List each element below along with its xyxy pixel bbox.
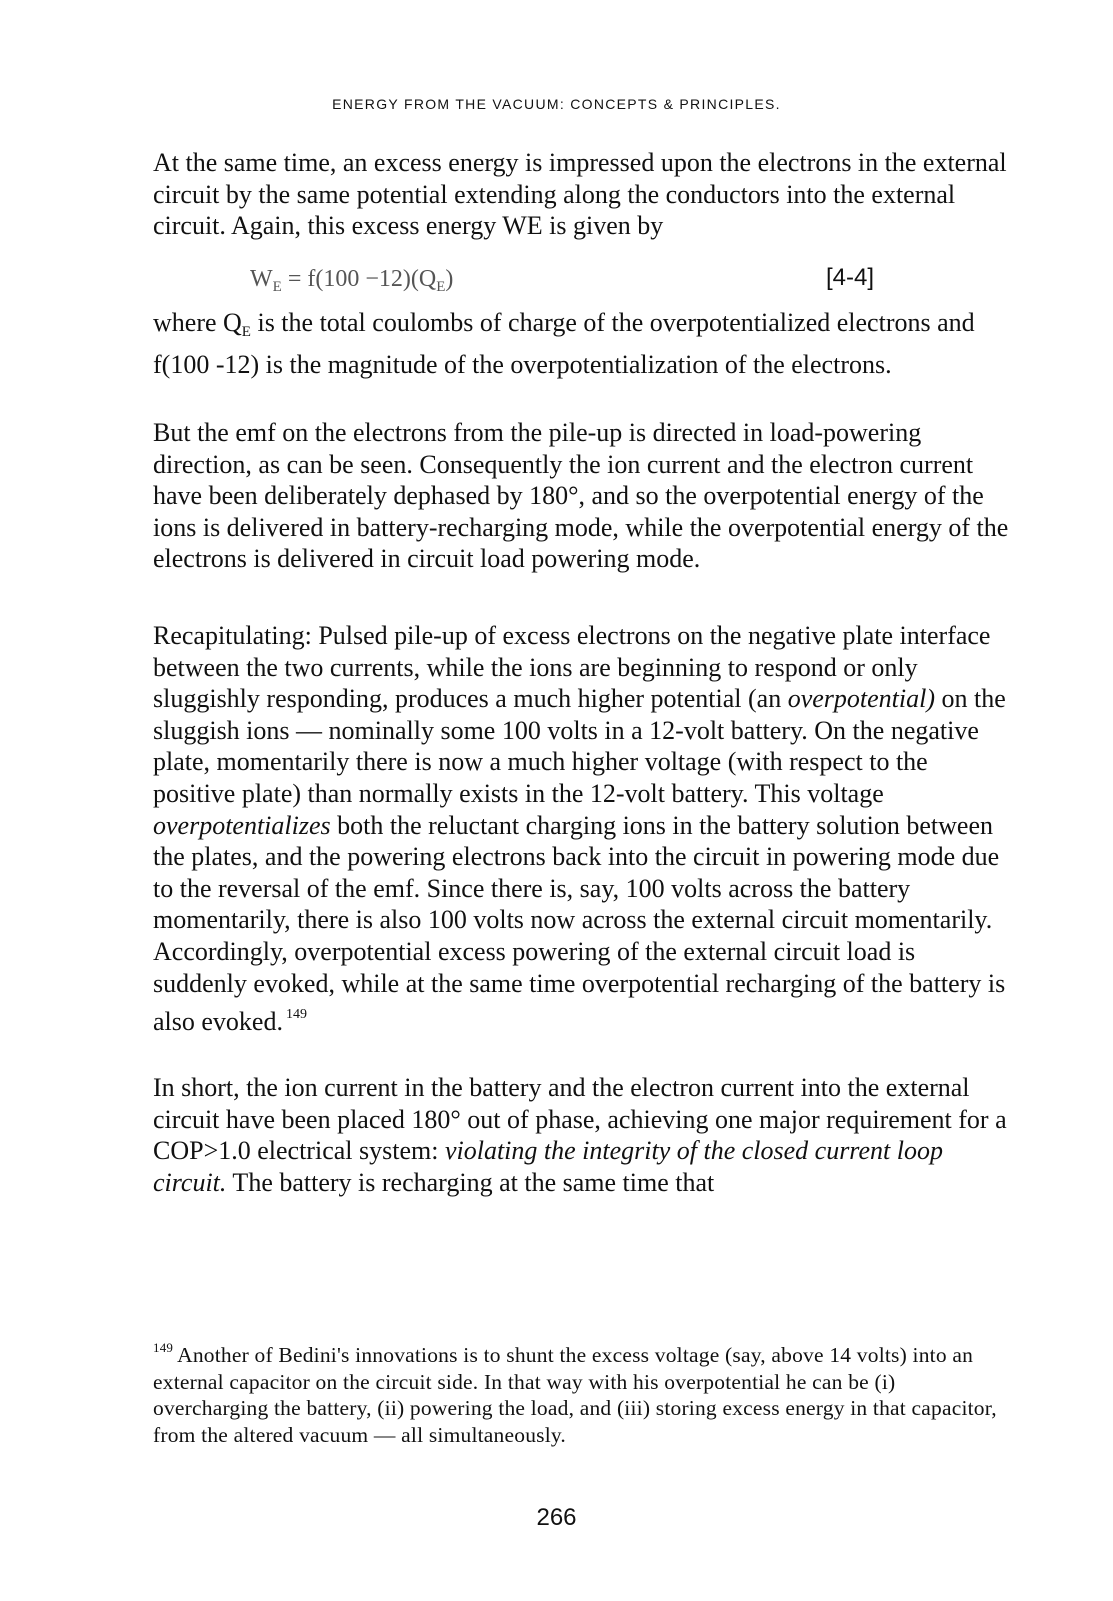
recap-text-a: Recapitulating: Pulsed pile-up of excess electrons on the negative plate interface between the two currents, while the ions are beginning to respond or only sluggishly responding, produces a much higher potential (an bbox=[153, 621, 991, 714]
in-short-text-b: The battery is recharging at the same time that bbox=[226, 1167, 715, 1197]
footnote-number: 149 bbox=[153, 1340, 174, 1355]
recap-italic-overpotential: overpotential) bbox=[787, 684, 935, 714]
paragraph-where-qe bbox=[153, 307, 1013, 380]
footnote-149 bbox=[153, 1335, 1013, 1448]
equation-lhs-subscript: E bbox=[272, 279, 282, 295]
page-number: 266 bbox=[536, 1504, 577, 1531]
recap-text-b: on the sluggish ions — nominally some 100 volts in a 12-volt battery. On the negative plate, momentarily there is now a much higher voltage (with respect to the positive plate) than normally exists in the 12-volt battery. This voltage bbox=[153, 684, 1006, 808]
equation-number: [4-4] bbox=[826, 264, 875, 291]
equation-rhs-close: ) bbox=[445, 266, 454, 292]
equation-lhs: W bbox=[250, 266, 273, 292]
paragraph-in-short bbox=[153, 1072, 1013, 1198]
paragraph-recapitulating bbox=[153, 620, 1013, 1038]
recap-text-c: both the reluctant charging ions in the battery solution between the plates, and the powering electrons back into the circuit in powering mode due to the reversal of the emf. Since there is, say, 100 volts across the battery momentarily, there is also 100 volts now across the external circuit momentarily. Accordingly, overpotential excess powering of the external circuit load is suddenly evoked, while at the same time overpotential recharging of the battery is also evoked. bbox=[153, 810, 1006, 1037]
running-header: ENERGY FROM THE VACUUM: CONCEPTS & PRINCIPLES. bbox=[332, 96, 781, 112]
equation-rhs-subscript: E bbox=[436, 279, 446, 295]
in-short-italic: violating the integrity of the closed current loop circuit. bbox=[153, 1136, 943, 1197]
equation-rhs: = f(100 −12)(Q bbox=[281, 266, 437, 292]
paragraph-excess-energy-electrons: At the same time, an excess energy is impressed upon the electrons in the external circuit by the same potential extending along the conductors into the external circuit. Again, this excess energy WE is given by bbox=[153, 148, 1007, 241]
qe-definition: is the total coulombs of charge of the overpotentialized electrons and f(100 -12) is the magnitude of the overpotentialization of the electrons. bbox=[153, 308, 975, 379]
qe-subscript: E bbox=[241, 324, 251, 340]
equation-4-4 bbox=[250, 266, 880, 296]
in-short-text-a: In short, the ion current in the battery and the electron current into the external circuit have been placed 180° out of phase, achieving one major requirement for a COP>1.0 electrical system: bbox=[153, 1073, 1007, 1166]
qe-intro: where Q bbox=[153, 308, 242, 337]
recap-italic-overpotentializes: overpotentializes bbox=[153, 810, 331, 840]
footnote-text: Another of Bedini's innovations is to shunt the excess voltage (say, above 14 volts) into an external capacitor on the circuit side. In that way with his overpotential he can be (i) overcharging the battery, (ii) powering the load, and (iii) storing excess energy in that capacitor, from the altered vacuum — all simultaneously. bbox=[153, 1343, 997, 1447]
footnote-reference-149[interactable]: 149 bbox=[285, 1007, 307, 1023]
paragraph-emf-dephasing: But the emf on the electrons from the pile-up is directed in load-powering direction, as can be seen. Consequently the ion current and the electron current have been deliberately dephased by 180°, and so the overpotential energy of the ions is delivered in battery-recharging mode, while the overpotential energy of the electrons is delivered in circuit load powering mode. bbox=[153, 418, 1009, 574]
